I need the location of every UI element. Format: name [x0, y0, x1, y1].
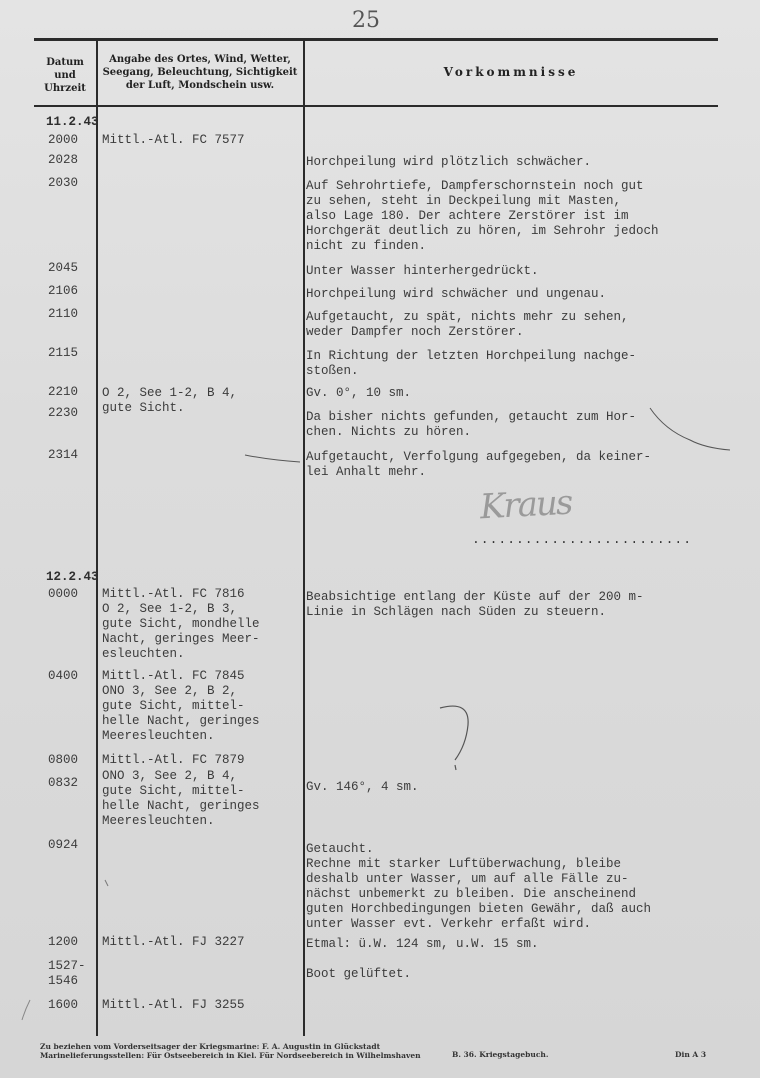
- time-cell: 2030: [48, 176, 79, 190]
- time-cell: 2314: [48, 448, 79, 462]
- time-cell: 2000: [48, 133, 79, 147]
- time-cell: 1527- 1546: [48, 959, 86, 988]
- time-cell: 0832: [48, 776, 79, 790]
- time-cell: 2028: [48, 153, 79, 167]
- section-date: 11.2.43: [46, 115, 99, 129]
- place-cell: ONO 3, See 2, B 4, gute Sicht, mittel- helle Nacht, geringes Meeresleuchten.: [102, 769, 260, 828]
- event-cell: Gv. 146°, 4 sm.: [306, 780, 419, 794]
- event-cell: Etmal: ü.W. 124 sm, u.W. 15 sm.: [306, 937, 539, 951]
- place-cell: Mittl.-Atl. FC 7577: [102, 133, 245, 147]
- place-cell: Mittl.-Atl. FC 7879: [102, 753, 245, 767]
- event-cell: Beabsichtige entlang der Küste auf der 200 m- Linie in Schlägen nach Süden zu steuern.: [306, 590, 644, 619]
- page-number: 25: [352, 8, 380, 33]
- time-cell: 2045: [48, 261, 79, 275]
- header-events: Vorkommnisse: [443, 65, 579, 79]
- footer-publisher: Zu beziehen vom Vorderseitsager der Kriegsmarine: F. A. Augustin in Glückstadt Marinelieferungsstellen: Für Ostseebereich in Kiel. Für Nordseebereich in Wilhelmshaven: [40, 1042, 421, 1060]
- event-cell: Auf Sehrohrtiefe, Dampferschornstein noch gut zu sehen, steht in Deckpeilung mit Masten, also Lage 180. Der achtere Zerstörer ist im Horchgerät deutlich zu hören, im Sehrohr jedoch nicht zu finden.: [306, 179, 659, 253]
- event-cell: Boot gelüftet.: [306, 967, 412, 981]
- place-cell: Mittl.-Atl. FC 7816 O 2, See 1-2, B 3, gute Sicht, mondhelle Nacht, geringes Meer- esleuchten.: [102, 587, 260, 661]
- event-cell: Horchpeilung wird schwächer und ungenau.: [306, 287, 607, 301]
- event-cell: Unter Wasser hinterhergedrückt.: [306, 264, 539, 278]
- time-cell: 0000: [48, 587, 79, 601]
- event-cell: Horchpeilung wird plötzlich schwächer.: [306, 155, 592, 169]
- place-cell: Mittl.-Atl. FJ 3227: [102, 935, 245, 949]
- place-cell: Mittl.-Atl. FC 7845 ONO 3, See 2, B 2, gute Sicht, mittel- helle Nacht, geringes Meeresleuchten.: [102, 669, 260, 743]
- event-cell: Da bisher nichts gefunden, getaucht zum Hor- chen. Nichts zu hören.: [306, 410, 637, 439]
- event-cell: Gv. 0°, 10 sm.: [306, 386, 412, 400]
- time-cell: 0924: [48, 838, 79, 852]
- time-cell: 2110: [48, 307, 79, 321]
- event-cell: Aufgetaucht, zu spät, nichts mehr zu sehen, weder Dampfer noch Zerstörer.: [306, 310, 629, 339]
- place-cell: Mittl.-Atl. FJ 3255: [102, 998, 245, 1012]
- event-cell: Getaucht. Rechne mit starker Luftüberwachung, bleibe deshalb unter Wasser, um auf alle Fälle zu- nächst unbemerkt zu bleiben. Die anscheinend guten Horchbedingungen bieten Gewähr, daß auch unter Wasser evt. Verkehr erfaßt wird.: [306, 842, 652, 931]
- time-cell: 0800: [48, 753, 79, 767]
- time-cell: 2230: [48, 406, 79, 420]
- event-cell: In Richtung der letzten Horchpeilung nachge- stoßen.: [306, 349, 637, 378]
- event-cell: Aufgetaucht, Verfolgung aufgegeben, da keiner- lei Anhalt mehr.: [306, 450, 652, 479]
- time-cell: 1600: [48, 998, 79, 1012]
- handwritten-signature: Kraus: [479, 482, 573, 528]
- time-cell: 0400: [48, 669, 79, 683]
- footer-form-name: B. 36. Kriegstagebuch.: [452, 1050, 549, 1059]
- section-date: 12.2.43: [46, 570, 99, 584]
- place-cell: O 2, See 1-2, B 4, gute Sicht.: [102, 386, 238, 415]
- time-cell: 1200: [48, 935, 79, 949]
- footer-paper-size: Din A 3: [675, 1050, 707, 1059]
- signature-line: .........................: [472, 532, 693, 547]
- time-cell: 2210: [48, 385, 79, 399]
- time-cell: 2115: [48, 346, 79, 360]
- header-date-time: Datum und Uhrzeit: [44, 57, 86, 94]
- time-cell: 2106: [48, 284, 79, 298]
- header-location-weather: Angabe des Ortes, Wind, Wetter, Seegang, Beleuchtung, Sichtigkeit der Luft, Mondschein usw.: [102, 54, 298, 91]
